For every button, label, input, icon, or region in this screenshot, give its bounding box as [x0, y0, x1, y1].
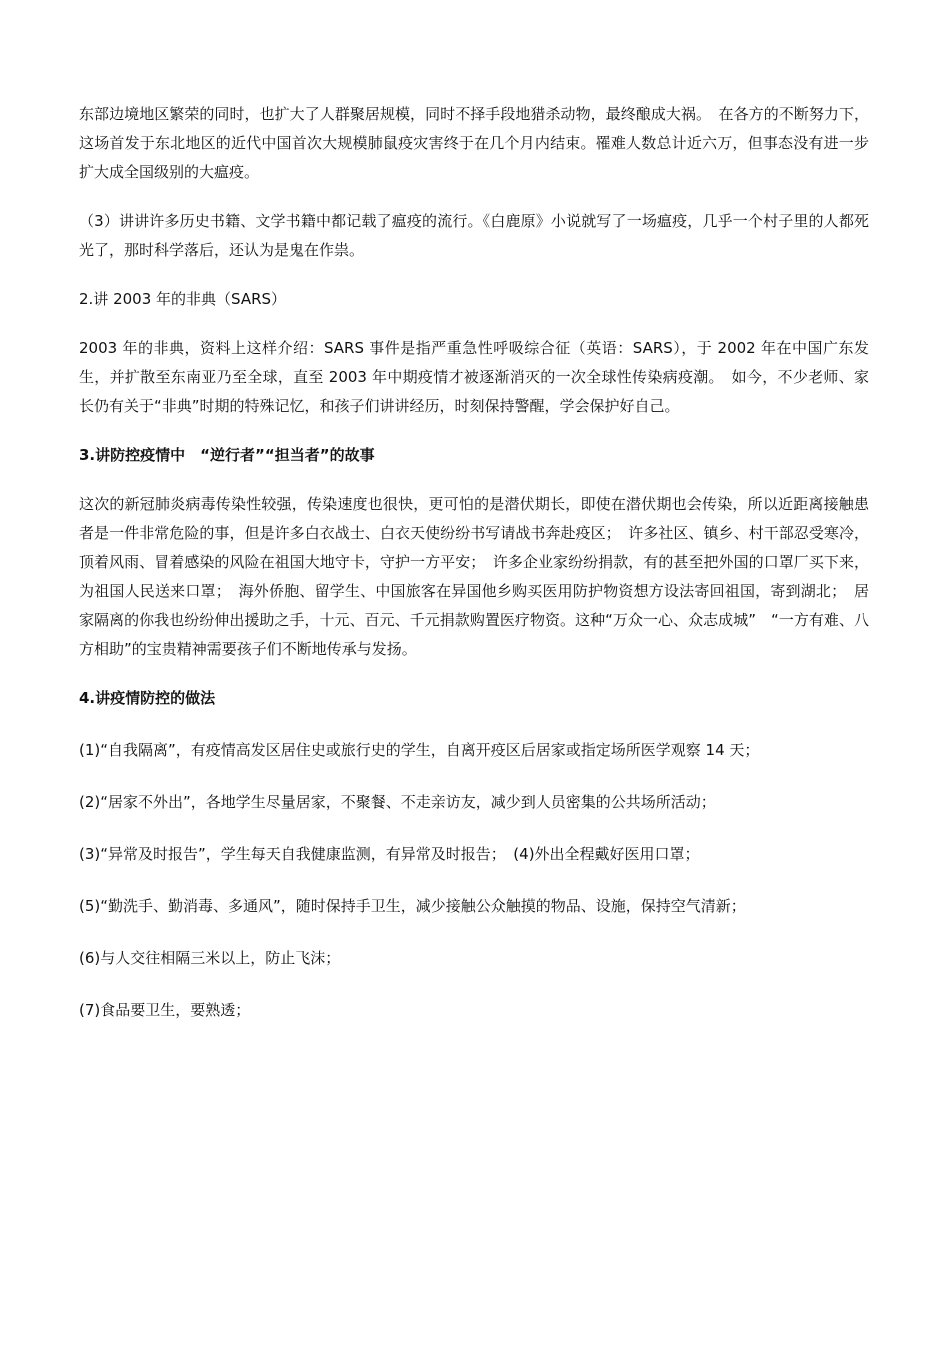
list-item-distance: (6)与人交往相隔三米以上，防止飞沫；: [79, 949, 341, 967]
document-page: [79, 100, 869, 1025]
list-item-report-abnormal: (3)“异常及时报告”，学生每天自我健康监测，有异常及时报告； (4)外出全程戴好医用口罩；: [79, 845, 700, 863]
list-item-food-safety: (7)食品要卫生，要熟透；: [79, 1001, 251, 1019]
list-item-self-isolation: (1)“自我隔离”，有疫情高发区居住史或旅行史的学生，自离开疫区后居家或指定场所医学观察 14 天；: [79, 741, 760, 759]
list-item-wash-hands: (5)“勤洗手、勤消毒、多通风”，随时保持手卫生，减少接触公众触摸的物品、设施，保持空气清新；: [79, 897, 746, 915]
section-heading-heroes: 3.讲防控疫情中 “逆行者”“担当者”的故事: [79, 446, 375, 464]
paragraph-epidemic-northeast: 东部边境地区繁荣的同时，也扩大了人群聚居规模，同时不择手段地猎杀动物，最终酿成大祸。 在各方的不断努力下，这场首发于东北地区的近代中国首次大规模肺鼠疫灾害终于在几个月内结束。罹难人数总计近六万，但事态没有进一步扩大成全国级别的大瘟疫。: [79, 105, 869, 181]
list-item-stay-home: (2)“居家不外出”，各地学生尽量居家，不聚餐、不走亲访友，减少到人员密集的公共场所活动；: [79, 793, 716, 811]
section-heading-prevention: 4.讲疫情防控的做法: [79, 689, 216, 707]
paragraph-covid-heroes: 这次的新冠肺炎病毒传染性较强，传染速度也很快，更可怕的是潜伏期长，即使在潜伏期也会传染，所以近距离接触患者是一件非常危险的事，但是许多白衣战士、白衣天使纷纷书写请战书奔赴疫区； 许多社区、镇乡、村干部忍受寒冷，顶着风雨、冒着感染的风险在祖国大地守卡，守护一方平安； 许多企业家纷纷捐款，有的甚至把外国的口罩厂买下来，为祖国人民送来口罩； 海外侨胞、留学生、中国旅客在异国他乡购买医用防护物资想方设法寄回祖国，寄到湖北； 居家隔离的你我也纷纷伸出援助之手，十元、百元、千元捐款购置医疗物资。这种“万众一心、众志成城” “一方有难、八方相助”的宝贵精神需要孩子们不断地传承与发扬。: [79, 495, 869, 658]
paragraph-sars-intro: 2003 年的非典，资料上这样介绍：SARS 事件是指严重急性呼吸综合征（英语：SARS），于 2002 年在中国广东发生，并扩散至东南亚乃至全球，直至 2003 年中期疫情才被逐渐消灭的一次全球性传染病疫潮。 如今，不少老师、家长仍有关于“非典”时期的特殊记忆，和孩子们讲讲经历，时刻保持警醒，学会保护好自己。: [79, 339, 869, 415]
paragraph-history-books: （3）讲讲许多历史书籍、文学书籍中都记载了瘟疫的流行。《白鹿原》小说就写了一场瘟疫，几乎一个村子里的人都死光了，那时科学落后，还认为是鬼在作祟。: [79, 212, 869, 259]
paragraph-sars-title: 2.讲 2003 年的非典（SARS）: [79, 290, 287, 308]
